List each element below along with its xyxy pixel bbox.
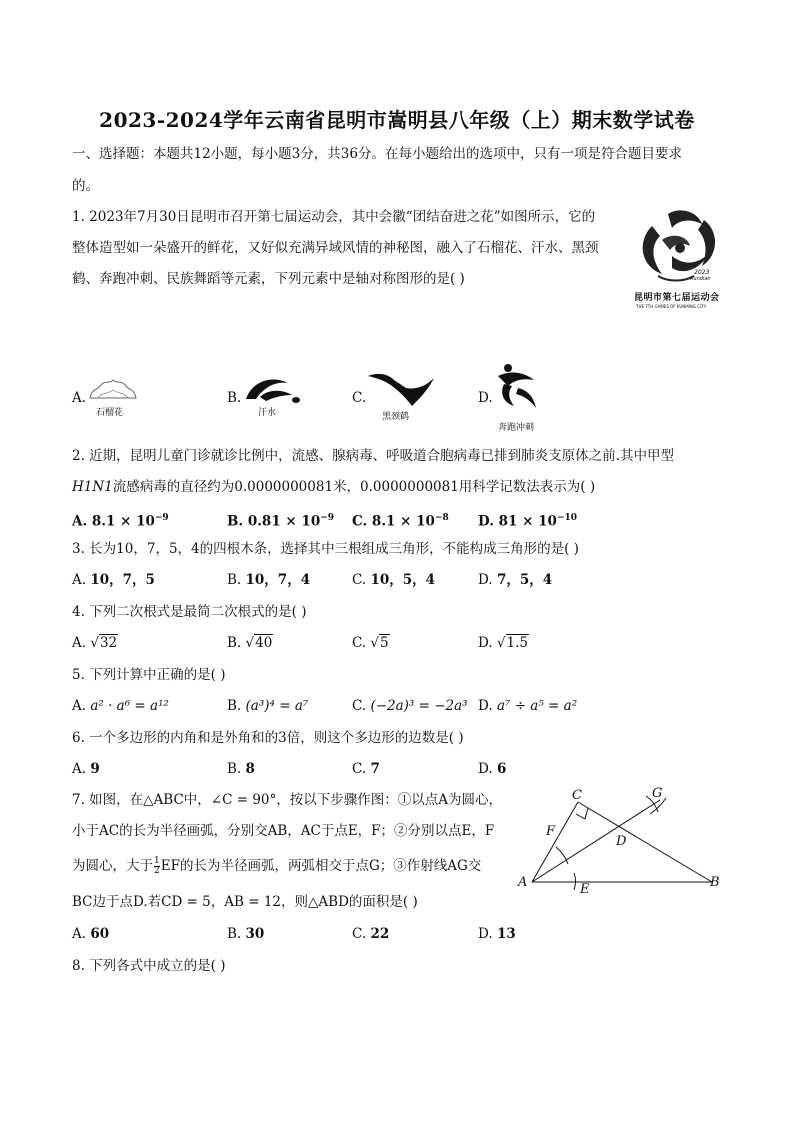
- label-f: F: [546, 824, 556, 839]
- q3-option-d-key: D.: [478, 572, 493, 588]
- q2-line1: 2. 近期，昆明儿童门诊就诊比例中，流感、腺病毒、呼吸道合胞病毒已排到肺炎支原体之前.其中甲型: [72, 448, 674, 464]
- logo-en: THE 7TH GAMES OF KUNMING CITY: [636, 304, 707, 309]
- q2-option-d-base: 81 × 10: [498, 513, 557, 530]
- q6-option-a: [72, 759, 100, 779]
- q7-line4: BC边于点D.若CD = 5，AB = 12，则△ABD的面积是( ): [72, 894, 418, 910]
- q2-option-c: [352, 508, 449, 532]
- right-angle-mark: [576, 808, 588, 819]
- sweat-drop-icon: [242, 373, 302, 403]
- q7-option-a: [72, 924, 109, 944]
- section-instructions-line2: 的。: [72, 178, 99, 194]
- q5-option-a-key: A.: [72, 698, 87, 714]
- q4-option-b-radicand: 40: [255, 635, 273, 651]
- q2-line2-text: 流感病毒的直径约为0.0000000081米，0.0000000081用科学记数法表示为( ): [112, 479, 596, 495]
- q3-option-a-text: 10，7，5: [90, 572, 155, 588]
- q7-option-c: [352, 924, 389, 944]
- running-sprint-icon: [490, 362, 550, 412]
- q4-option-b: B. √40: [227, 635, 273, 651]
- q7-option-c-text: 22: [370, 926, 390, 942]
- q7-option-a-key: A.: [72, 926, 87, 942]
- q7-option-b-key: B.: [227, 926, 242, 942]
- q4-option-c-key: C.: [352, 635, 367, 651]
- q3-option-c-key: C.: [352, 572, 367, 588]
- q6-option-c-key: C.: [352, 761, 367, 777]
- q2-option-d-exp: −10: [556, 513, 578, 523]
- logo-sub: Xundian: [690, 276, 711, 282]
- q2-option-a-base: 8.1 × 10: [91, 513, 155, 530]
- logo-year: 2023: [694, 269, 710, 276]
- fraction-numerator: 1: [154, 856, 160, 866]
- q7-line2: 小于AC的长为半径画弧，分别交AB，AC于点E，F；②分别以点E，F: [72, 823, 495, 839]
- q2-option-d: [478, 508, 577, 532]
- q1-option-c-caption: 黑颈鹤: [382, 412, 410, 422]
- q2-option-b: [227, 508, 334, 532]
- virus-name: H1N1: [72, 479, 113, 495]
- q1-option-d-key: D.: [478, 390, 493, 406]
- q4-option-d: D. √1.5: [478, 635, 529, 651]
- q1-option-a-caption: 石榴花: [96, 408, 124, 418]
- q2-option-b-exp: −9: [320, 513, 335, 523]
- q1-line2: 整体造型如一朵盛开的鲜花，又好似充满异域风情的神秘图，融入了石榴花、汗水、黑颈: [72, 240, 599, 256]
- q3-option-b-text: 10，7，4: [245, 572, 311, 588]
- q7-option-a-text: 60: [90, 926, 110, 942]
- q5-option-b-key: B.: [227, 698, 242, 714]
- q4-option-b-key: B.: [227, 635, 242, 651]
- q1-line1: 1. 2023年7月30日昆明市召开第七届运动会，其中会徽“团结奋进之花”如图所示，它的: [72, 209, 596, 225]
- q7-option-d: [478, 924, 516, 944]
- black-necked-crane-icon: [366, 368, 436, 408]
- q2-option-b-key: B.: [227, 513, 244, 530]
- q5-option-c: [352, 696, 468, 716]
- q4-option-d-radicand: 1.5: [506, 635, 529, 651]
- q6-option-b-key: B.: [227, 761, 242, 777]
- q1-option-a-key: A.: [72, 390, 87, 406]
- q2-line2: [72, 477, 595, 497]
- q5-option-a-text: a² · a⁶ = a¹²: [90, 698, 169, 714]
- logo-title: 昆明市第七届运动会: [634, 293, 720, 303]
- q1-option-b-caption: 汗水: [258, 408, 277, 418]
- q2-option-d-key: D.: [478, 513, 494, 530]
- q3-option-b: [227, 570, 310, 590]
- q3-option-b-key: B.: [227, 572, 242, 588]
- q5-line1: 5. 下列计算中正确的是( ): [72, 667, 226, 683]
- q8-line1: 8. 下列各式中成立的是( ): [72, 958, 226, 974]
- q1-line3: 鹤、奔跑冲刺、民族舞蹈等元素，下列元素中是轴对称图形的是( ): [72, 271, 465, 287]
- q2-option-c-exp: −8: [434, 513, 449, 523]
- q4-option-a-key: A.: [72, 635, 87, 651]
- triangle-figure: [512, 784, 732, 899]
- q7-line1: 7. 如图，在△ABC中，∠C = 90°，按以下步骤作图：①以点A为圆心，: [72, 792, 503, 808]
- section-instructions-line1: 一、选择题：本题共12小题，每小题3分，共36分。在每小题给出的选项中，只有一项是符合题目要求: [72, 146, 682, 162]
- q2-option-a: [72, 508, 169, 532]
- q6-line1: 6. 一个多边形的内角和是外角和的3倍，则这个多边形的边数是( ): [72, 730, 464, 746]
- q1-option-d-caption: 奔跑冲刺: [498, 423, 535, 433]
- label-e: E: [580, 882, 590, 897]
- label-c: C: [572, 788, 582, 803]
- q1-option-c-key: C.: [352, 390, 367, 406]
- q6-option-d: [478, 759, 506, 779]
- q4-option-d-key: D.: [478, 635, 493, 651]
- q6-option-a-text: 9: [90, 761, 100, 777]
- q2-option-c-key: C.: [352, 513, 368, 530]
- q6-option-a-key: A.: [72, 761, 87, 777]
- label-a: A: [518, 875, 528, 890]
- page-title: 2023-2024学年云南省昆明市嵩明县八年级（上）期末数学试卷: [99, 108, 695, 132]
- q4-line1: 4. 下列二次根式是最简二次根式的是( ): [72, 604, 307, 620]
- q1-option-b-key: B.: [227, 390, 242, 406]
- label-b: B: [710, 875, 720, 890]
- q4-option-a-radicand: 32: [99, 635, 118, 651]
- q3-option-a: [72, 570, 155, 590]
- q2-option-b-base: 0.81 × 10: [247, 513, 321, 530]
- q3-option-c: [352, 570, 435, 590]
- q2-option-c-base: 8.1 × 10: [371, 513, 435, 530]
- q2-option-a-exp: −9: [154, 513, 169, 523]
- q6-option-d-text: 6: [496, 761, 507, 777]
- q6-option-c: [352, 759, 380, 779]
- q4-option-c-radicand: 5: [380, 635, 389, 651]
- q5-option-b-text: (a³)⁴ = a⁷: [245, 698, 309, 714]
- q7-option-c-key: C.: [352, 926, 367, 942]
- q5-option-b: [227, 696, 308, 716]
- q5-option-d-text: a⁷ ÷ a⁵ = a²: [496, 698, 578, 714]
- arc-f: [556, 847, 568, 864]
- pomegranate-flower-icon: [88, 378, 138, 400]
- label-d: D: [616, 834, 627, 849]
- q5-option-d-key: D.: [478, 698, 493, 714]
- one-half-fraction: [154, 857, 160, 876]
- fraction-denominator: 2: [154, 866, 160, 876]
- q3-option-a-key: A.: [72, 572, 87, 588]
- q6-option-d-key: D.: [478, 761, 493, 777]
- q6-option-c-text: 7: [370, 761, 380, 777]
- q3-option-c-text: 10，5，4: [370, 572, 436, 588]
- q5-option-c-text: (−2a)³ = −2a³: [370, 698, 468, 714]
- q5-option-d: [478, 696, 577, 716]
- q6-option-b: [227, 759, 255, 779]
- q4-option-a: A. √32: [72, 635, 118, 651]
- q7-option-d-text: 13: [496, 926, 516, 942]
- q2-option-a-key: A.: [72, 513, 88, 530]
- q7-option-b: [227, 924, 264, 944]
- q3-option-d-text: 7，5，4: [496, 572, 553, 588]
- logo-flower-icon: [632, 206, 724, 286]
- q4-option-c: C. √5: [352, 635, 389, 651]
- q5-option-a: [72, 696, 169, 716]
- q7-line3-start: 为圆心，大于: [72, 858, 153, 874]
- q7-option-b-text: 30: [245, 926, 265, 942]
- q7-line3: [72, 856, 481, 876]
- q3-line1: 3. 长为10，7，5，4的四根木条，选择其中三根组成三角形，不能构成三角形的是( ): [72, 541, 579, 557]
- games-logo: [632, 206, 724, 316]
- q3-option-d: [478, 570, 552, 590]
- q7-option-d-key: D.: [478, 926, 493, 942]
- q7-line3-end: EF的长为半径画弧，两弧相交于点G；③作射线AG交: [160, 858, 482, 874]
- q5-option-c-key: C.: [352, 698, 367, 714]
- q6-option-b-text: 8: [245, 761, 255, 777]
- segment-cb: [578, 802, 712, 882]
- label-g: G: [652, 786, 663, 801]
- segment-ac: [532, 802, 578, 882]
